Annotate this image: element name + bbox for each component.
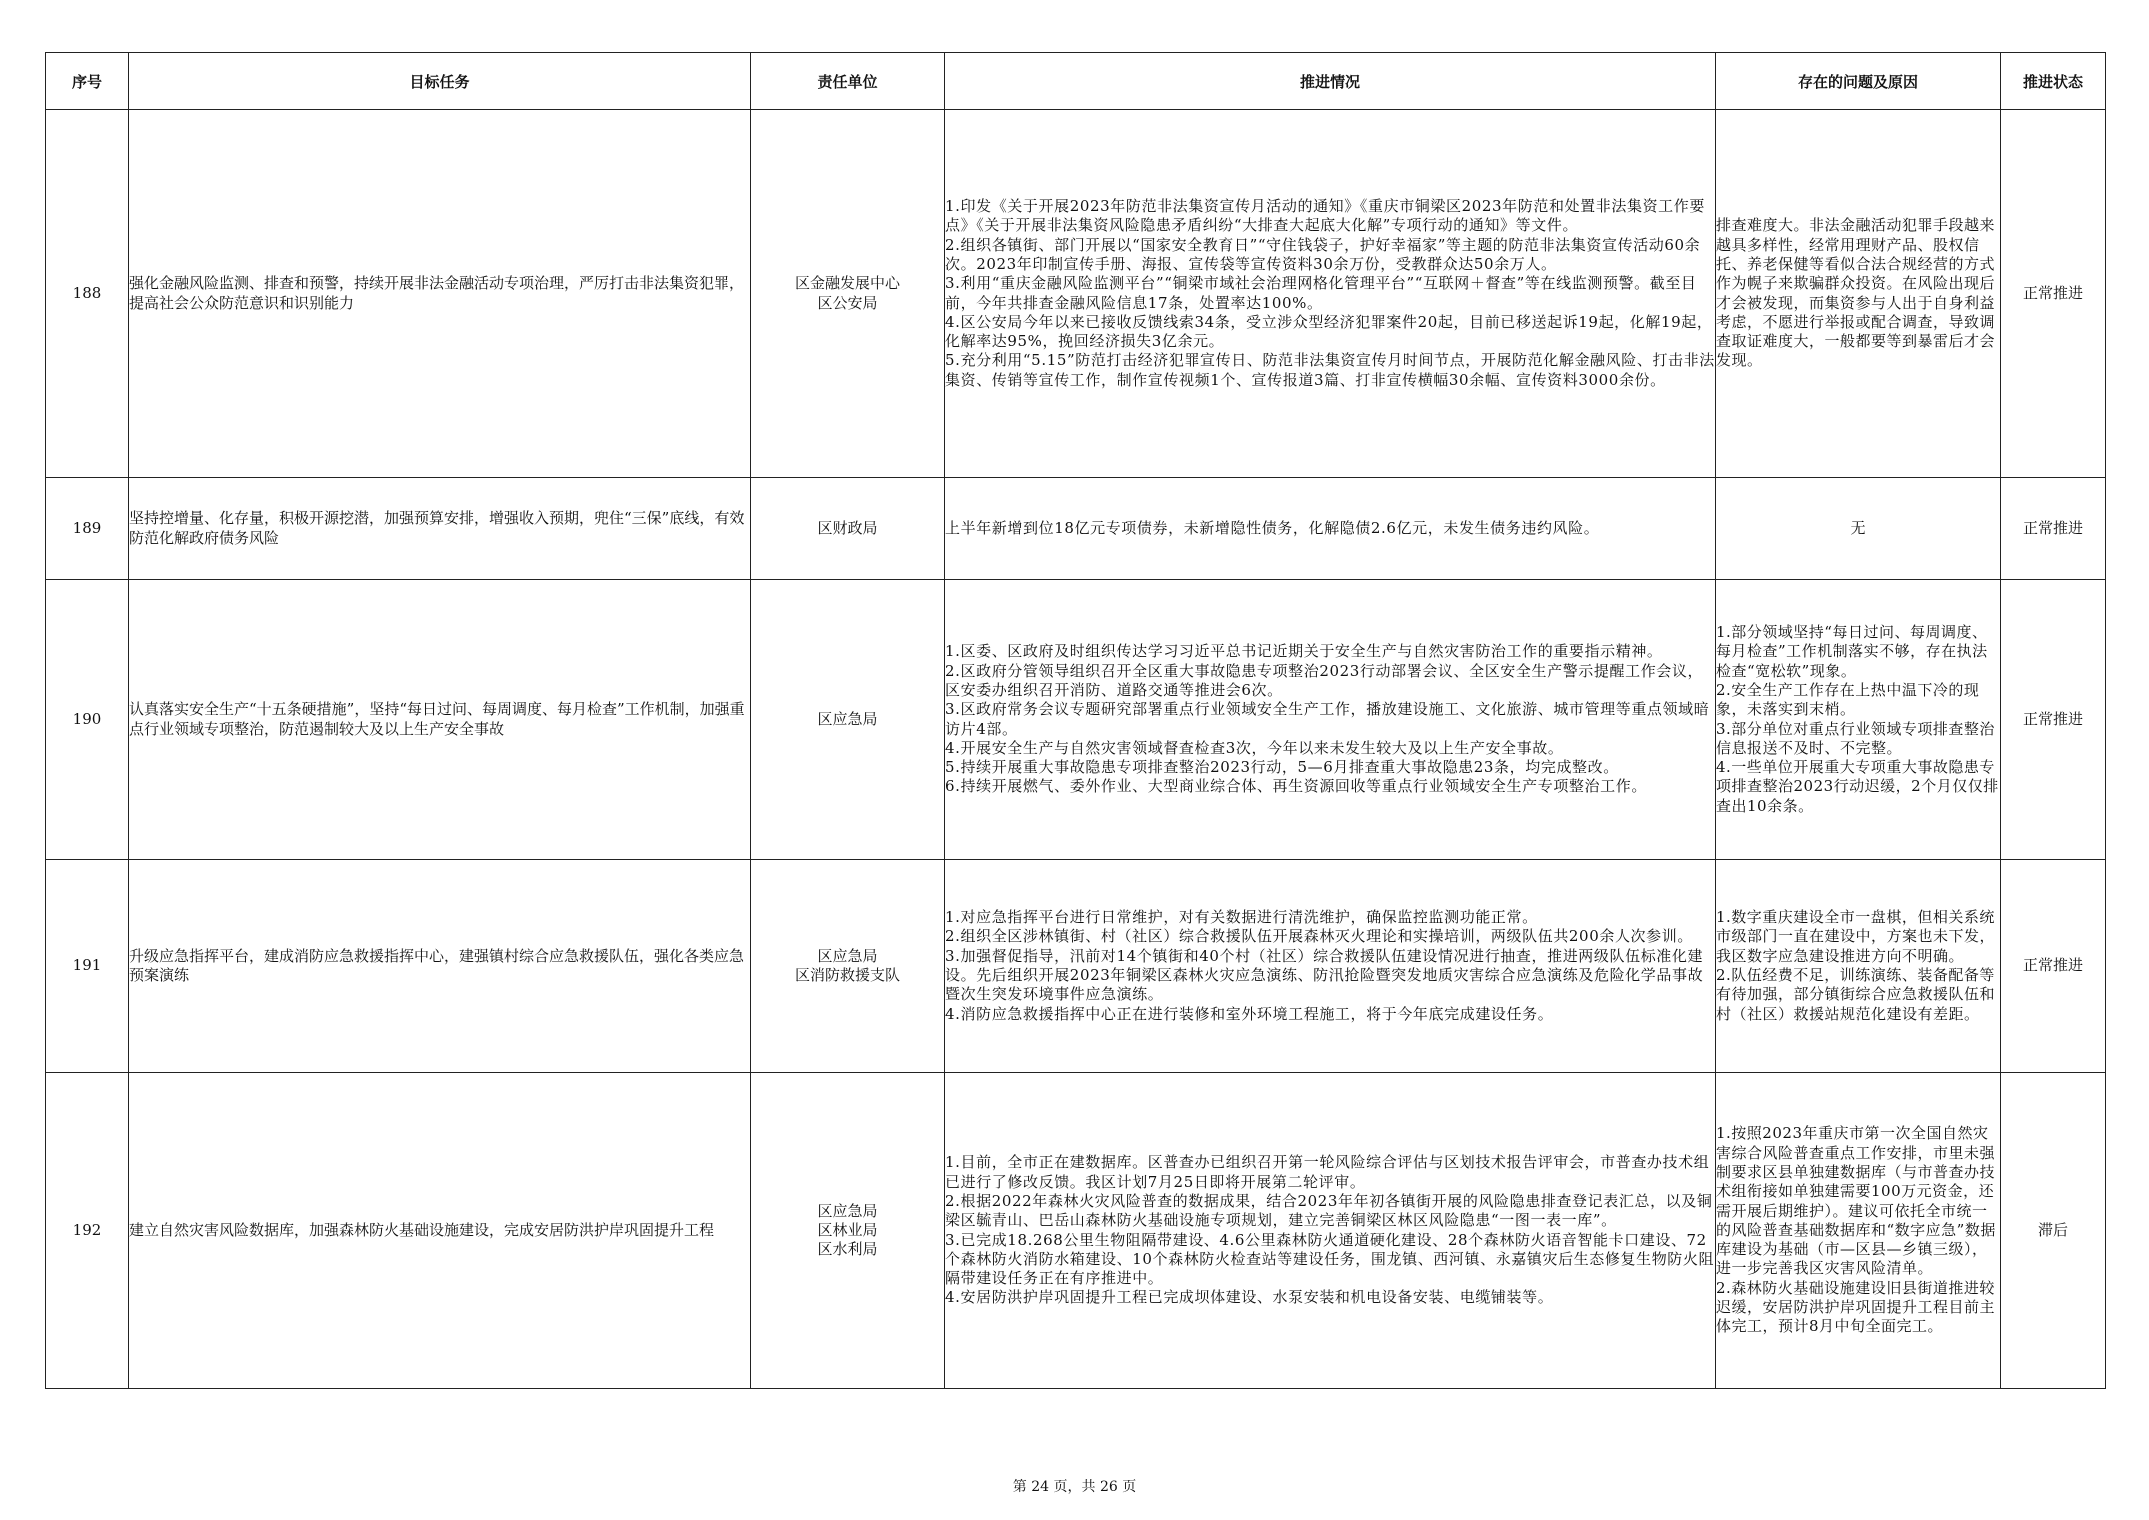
progress-item: 1.对应急指挥平台进行日常维护，对有关数据进行清洗维护，确保监控监测功能正常。: [945, 908, 1538, 927]
row-problems: [1716, 860, 2001, 1073]
row-task: 坚持控增量、化存量，积极开源挖潜，加强预算安排，增强收入预期，兜住“三保”底线，有效防范化解政府债务风险: [129, 478, 751, 580]
row-progress: [945, 580, 1716, 860]
progress-item: 1.目前，全市正在建数据库。区普查办已组织召开第一轮风险综合评估与区划技术报告评审会，市普查办技术组已进行了修改反馈。我区计划7月25日即将开展第二轮评审。: [945, 1153, 1710, 1191]
progress-item: 4.开展安全生产与自然灾害领域督查检查3次，今年以来未发生较大及以上生产安全事故。: [945, 738, 1564, 757]
problem-item: 1.按照2023年重庆市第一次全国自然灾害综合风险普查重点工作安排，市里未强制要求区县单独建数据库（与市普查办技术组衔接如单独建需要100万元资金，还需开展后期维护）。建议可依托全市统一的风险普查基础数据库和“数字应急”数据库建设为基础（市—区县—乡镇三级），进一步完善我区灾害风险清单。: [1716, 1124, 1996, 1278]
status-badge: 正常推进: [2001, 110, 2106, 478]
task-progress-table: [45, 52, 2106, 1389]
row-task: 认真落实安全生产“十五条硬措施”，坚持“每日过问、每周调度、每月检查”工作机制，加强重点行业领域专项整治，防范遏制较大及以上生产安全事故: [129, 580, 751, 860]
header-task: 目标任务: [129, 53, 751, 110]
row-problems: [1716, 580, 2001, 860]
status-badge: 正常推进: [2001, 478, 2106, 580]
progress-item: 2.区政府分管领导组织召开全区重大事故隐患专项整治2023行动部署会议、全区安全生产警示提醒工作会议，区安委办组织召开消防、道路交通等推进会6次。: [945, 661, 1704, 699]
row-problems: [1716, 478, 2001, 580]
row-number: 189: [46, 478, 129, 580]
progress-item: 1.区委、区政府及时组织传达学习习近平总书记近期关于安全生产与自然灾害防治工作的重要指示精神。: [945, 642, 1663, 661]
row-unit: [751, 580, 945, 860]
unit-name: 区应急局: [817, 709, 878, 728]
row-task: 强化金融风险监测、排查和预警，持续开展非法金融活动专项治理，严厉打击非法集资犯罪，提高社会公众防范意识和识别能力: [129, 110, 751, 478]
problem-item: 3.部分单位对重点行业领域专项排查整治信息报送不及时、不完整。: [1716, 719, 1995, 757]
progress-item: 1.印发《关于开展2023年防范非法集资宣传月活动的通知》《重庆市铜梁区2023年防范和处置非法集资工作要点》《关于开展非法集资风险隐患矛盾纠纷“大排查大起底大化解”专项行动的通知》等文件。: [945, 197, 1705, 235]
row-number: 191: [46, 860, 129, 1073]
problem-item: 1.部分领域坚持“每日过问、每周调度、每月检查”工作机制落实不够，存在执法检查“宽松软”现象。: [1716, 623, 1988, 680]
progress-item: 3.区政府常务会议专题研究部署重点行业领域安全生产工作，播放建设施工、文化旅游、城市管理等重点领域暗访片4部。: [945, 700, 1710, 738]
row-task: 建立自然灾害风险数据库，加强森林防火基础设施建设，完成安居防洪护岸巩固提升工程: [129, 1073, 751, 1389]
unit-name: 区金融发展中心: [794, 274, 900, 293]
progress-item: 4.安居防洪护岸巩固提升工程已完成坝体建设、水泵安装和机电设备安装、电缆铺装等。: [945, 1288, 1554, 1307]
progress-item: 5.充分利用“5.15”防范打击经济犯罪宣传日、防范非法集资宣传月时间节点，开展防范化解金融风险、打击非法集资、传销等宣传工作，制作宣传视频1个、宣传报道3篇、打非宣传横幅30余幅、宣传资料3000余份。: [945, 351, 1715, 389]
row-unit: [751, 478, 945, 580]
status-badge: 正常推进: [2001, 860, 2106, 1073]
problem-item: 2.安全生产工作存在上热中温下冷的现象，未落实到末梢。: [1716, 680, 1980, 719]
table-row: [46, 110, 2106, 478]
progress-item: 3.加强督促指导，汛前对14个镇街和40个村（社区）综合救援队伍建设情况进行抽查，推进两级队伍标准化建设。先后组织开展2023年铜梁区森林火灾应急演练、防汛抢险暨突发地质灾害综合应急演练及危险化学品事故暨次生突发环境事件应急演练。: [945, 946, 1704, 1004]
unit-name: 区财政局: [817, 518, 878, 537]
unit-name: 区消防救援支队: [794, 966, 900, 984]
progress-item: 6.持续开展燃气、委外作业、大型商业综合体、再生资源回收等重点行业领域安全生产专项整治工作。: [945, 777, 1647, 796]
problem-item: 1.数字重庆建设全市一盘棋，但相关系统市级部门一直在建设中，方案也未下发，我区数字应急建设推进方向不明确。: [1716, 908, 1996, 965]
row-problems: [1716, 1073, 2001, 1389]
progress-item: 3.已完成18.268公里生物阻隔带建设、4.6公里森林防火通道硬化建设、28个森林防火语音智能卡口建设、72个森林防火消防水箱建设、10个森林防火检查站等建设任务，围龙镇、西河镇、永嘉镇灾后生态修复生物防火阻隔带建设任务正在有序推进中。: [945, 1230, 1715, 1288]
table-row: [46, 860, 2106, 1073]
progress-item: 4.区公安局今年以来已接收反馈线索34条，受立涉众型经济犯罪案件20起，目前已移送起诉19起，化解19起，化解率达95%，挽回经济损失3亿余元。: [945, 312, 1713, 351]
progress-item: 2.组织全区涉林镇街、村（社区）综合救援队伍开展森林灭火理论和实操培训，两级队伍共200余人次参训。: [945, 927, 1693, 946]
status-badge: 滞后: [2001, 1073, 2106, 1389]
problem-item: 排查难度大。非法金融活动犯罪手段越来越具多样性，经常用理财产品、股权信托、养老保健等看似合法合规经营的方式作为幌子来欺骗群众投资。在风险出现后才会被发现，而集资参与人出于自身利益考虑，不愿进行举报或配合调查，导致调查取证难度大，一般都要等到暴雷后才会发现。: [1716, 216, 1996, 370]
status-badge: 正常推进: [2001, 580, 2106, 860]
progress-item: 2.组织各镇街、部门开展以“国家安全教育日”“守住钱袋子，护好幸福家”等主题的防范非法集资宣传活动60余次。2023年印制宣传手册、海报、宣传袋等宣传资料30余万份，受教群众达50余万人。: [945, 235, 1701, 273]
row-unit: [751, 110, 945, 478]
table-row: [46, 478, 2106, 580]
progress-item: 上半年新增到位18亿元专项债券，未新增隐性债务，化解隐债2.6亿元，未发生债务违约风险。: [945, 518, 1600, 537]
unit-name: 区公安局: [817, 293, 878, 312]
problem-item: 2.队伍经费不足，训练演练、装备配备等有待加强，部分镇街综合应急救援队伍和村（社区）救援站规范化建设有差距。: [1716, 966, 1996, 1023]
row-problems: [1716, 110, 2001, 478]
table-row: [46, 580, 2106, 860]
problem-item: 无: [1850, 518, 1866, 537]
problem-item: 2.森林防火基础设施建设旧县街道推进较迟缓，安居防洪护岸巩固提升工程目前主体完工，预计8月中旬全面完工。: [1716, 1278, 1996, 1336]
row-progress: [945, 478, 1716, 580]
progress-item: 4.消防应急救援指挥中心正在进行装修和室外环境工程施工，将于今年底完成建设任务。: [945, 1004, 1554, 1023]
row-number: 192: [46, 1073, 129, 1389]
problem-item: 4.一些单位开展重大专项重大事故隐患专项排查整治2023行动迟缓，2个月仅仅排查出10余条。: [1716, 758, 1999, 815]
unit-name: 区林业局: [817, 1220, 878, 1239]
unit-name: 区应急局: [817, 1201, 878, 1220]
progress-item: 5.持续开展重大事故隐患专项排查整治2023行动，5—6月排查重大事故隐患23条，均完成整改。: [945, 758, 1619, 777]
row-progress: [945, 860, 1716, 1073]
row-progress: [945, 110, 1716, 478]
row-number: 190: [46, 580, 129, 860]
row-task: 升级应急指挥平台，建成消防应急救援指挥中心，建强镇村综合应急救援队伍，强化各类应急预案演练: [129, 860, 751, 1073]
unit-name: 区应急局: [817, 946, 878, 965]
header-problems: 存在的问题及原因: [1716, 53, 2001, 110]
header-no: 序号: [46, 53, 129, 110]
row-unit: [751, 860, 945, 1073]
row-unit: [751, 1073, 945, 1389]
unit-name: 区水利局: [817, 1240, 878, 1259]
progress-item: 2.根据2022年森林火灾风险普查的数据成果，结合2023年年初各镇街开展的风险隐患排查登记表汇总，以及铜梁区毓青山、巴岳山森林防火基础设施专项规划，建立完善铜梁区林区风险隐患“一图一表一库”。: [945, 1191, 1713, 1230]
header-status: 推进状态: [2001, 53, 2106, 110]
table-row: [46, 1073, 2106, 1389]
header-unit: 责任单位: [751, 53, 945, 110]
header-row: [46, 53, 2106, 110]
page-footer: 第 24 页，共 26 页: [1012, 1479, 1137, 1495]
row-number: 188: [46, 110, 129, 478]
header-progress: 推进情况: [945, 53, 1716, 110]
row-progress: [945, 1073, 1716, 1389]
progress-item: 3.利用“重庆金融风险监测平台”“铜梁市域社会治理网格化管理平台”“互联网＋督查”等在线监测预警。截至目前，今年共排查金融风险信息17条，处置率达100%。: [945, 274, 1697, 312]
